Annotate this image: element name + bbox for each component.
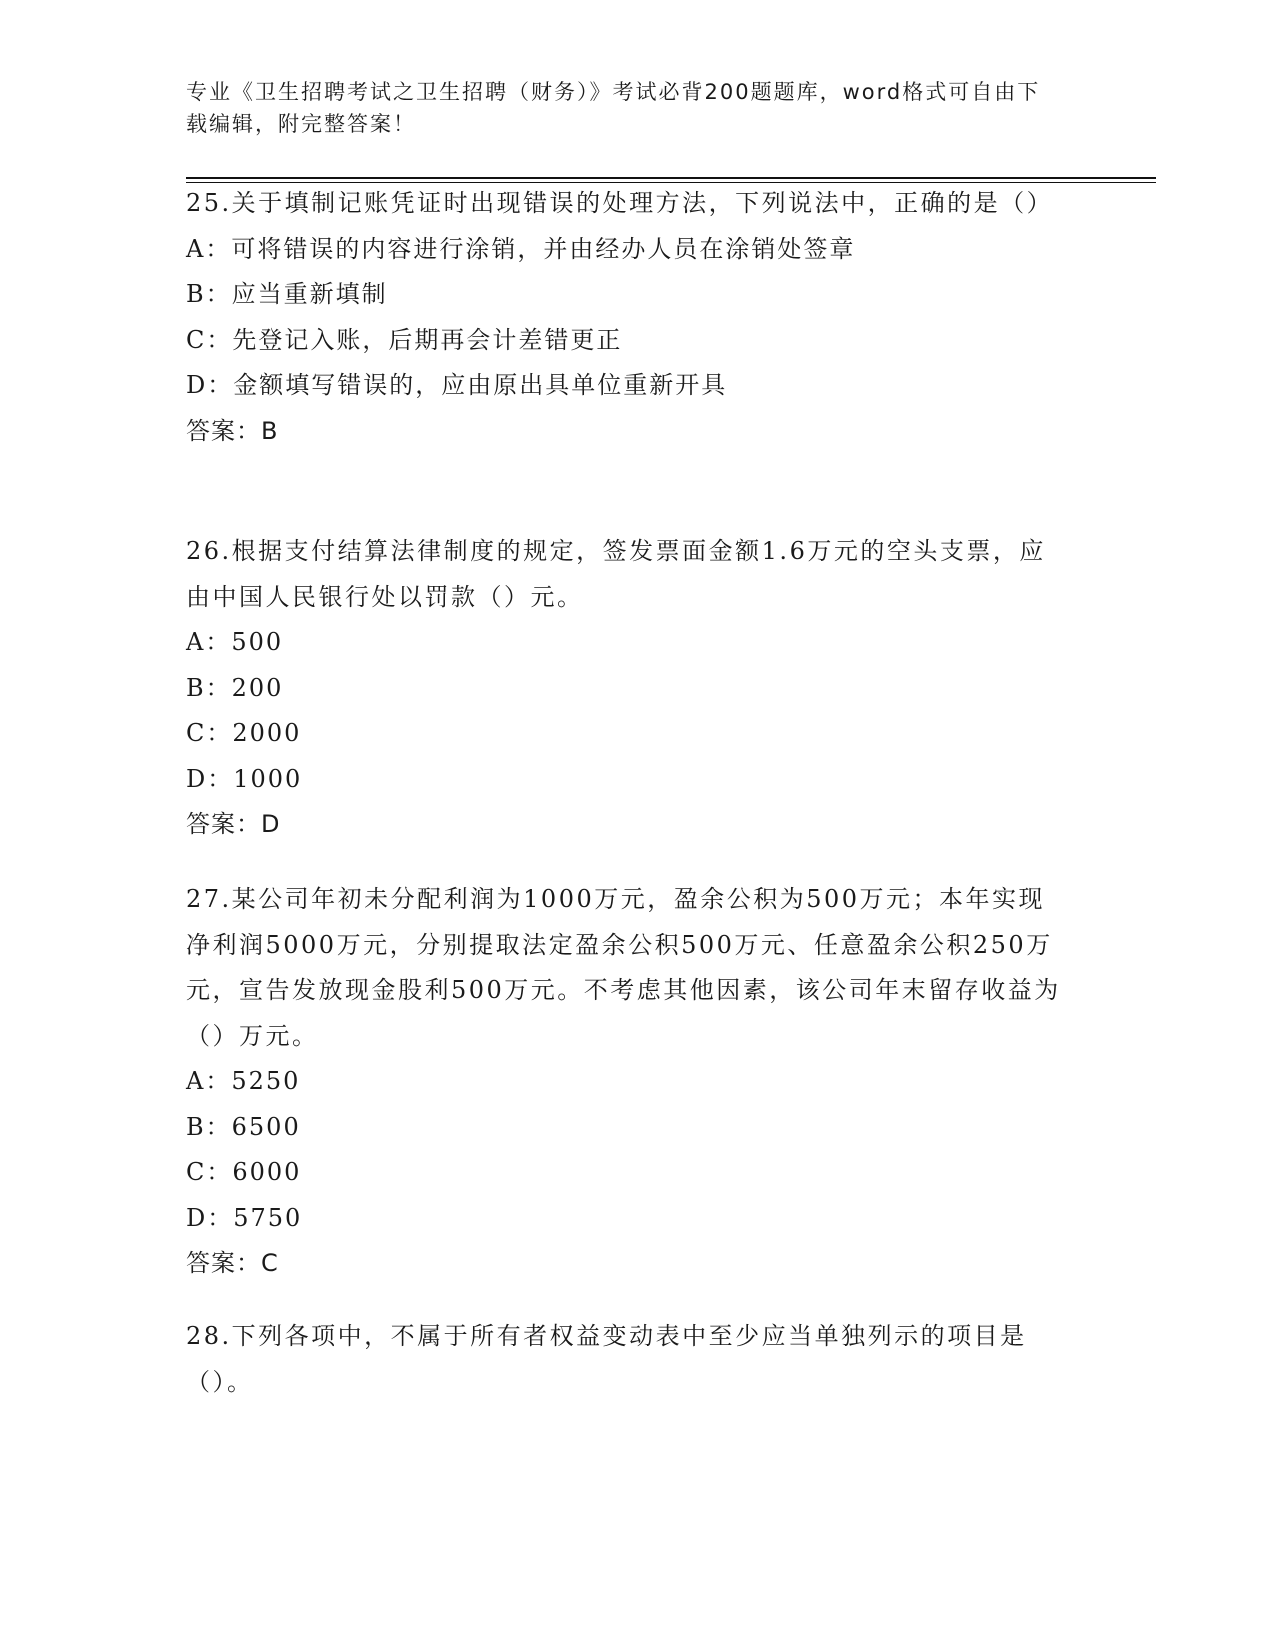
option-b: B：200 — [186, 673, 284, 702]
option-d: D：金额填写错误的，应由原出具单位重新开具 — [186, 371, 728, 399]
option-c: C：6000 — [186, 1158, 302, 1186]
question-25 — [186, 181, 1066, 454]
option-a: A：500 — [186, 628, 284, 656]
question-stem: 26.根据支付结算法律制度的规定，签发票面金额1.6万元的空头支票，应由中国人民银行处以罚款（）元。 — [186, 537, 1046, 611]
option-a: A：可将错误的内容进行涂销，并由经办人员在涂销处签章 — [186, 234, 856, 263]
question-26 — [186, 529, 1066, 848]
document-header — [186, 76, 1056, 140]
answer: 答案：B — [186, 416, 279, 445]
option-d: D：5750 — [186, 1203, 303, 1232]
answer: 答案：D — [186, 810, 281, 838]
option-c: C：2000 — [186, 719, 302, 747]
option-b: B：应当重新填制 — [186, 280, 388, 308]
question-stem: 27.某公司年初未分配利润为1000万元，盈余公积为500万元；本年实现净利润5000万元，分别提取法定盈余公积500万元、任意盈余公积250万元，宣告发放现金股利500万元。不考虑其他因素，该公司年末留存收益为（）万元。 — [186, 885, 1061, 1050]
option-b: B：6500 — [186, 1112, 301, 1141]
option-d: D：1000 — [186, 764, 303, 793]
answer: 答案：C — [186, 1249, 279, 1277]
question-stem: 28.下列各项中，不属于所有者权益变动表中至少应当单独列示的项目是（）。 — [186, 1322, 1027, 1396]
question-28 — [186, 1314, 1066, 1405]
option-a: A：5250 — [186, 1067, 301, 1095]
question-stem: 25.关于填制记账凭证时出现错误的处理方法，下列说法中，正确的是（） — [186, 189, 1054, 217]
option-c: C：先登记入账，后期再会计差错更正 — [186, 325, 623, 354]
header-text: 专业《卫生招聘考试之卫生招聘（财务）》考试必背200题题库，word格式可自由下载编辑，附完整答案！ — [186, 80, 1041, 136]
question-27 — [186, 877, 1066, 1287]
